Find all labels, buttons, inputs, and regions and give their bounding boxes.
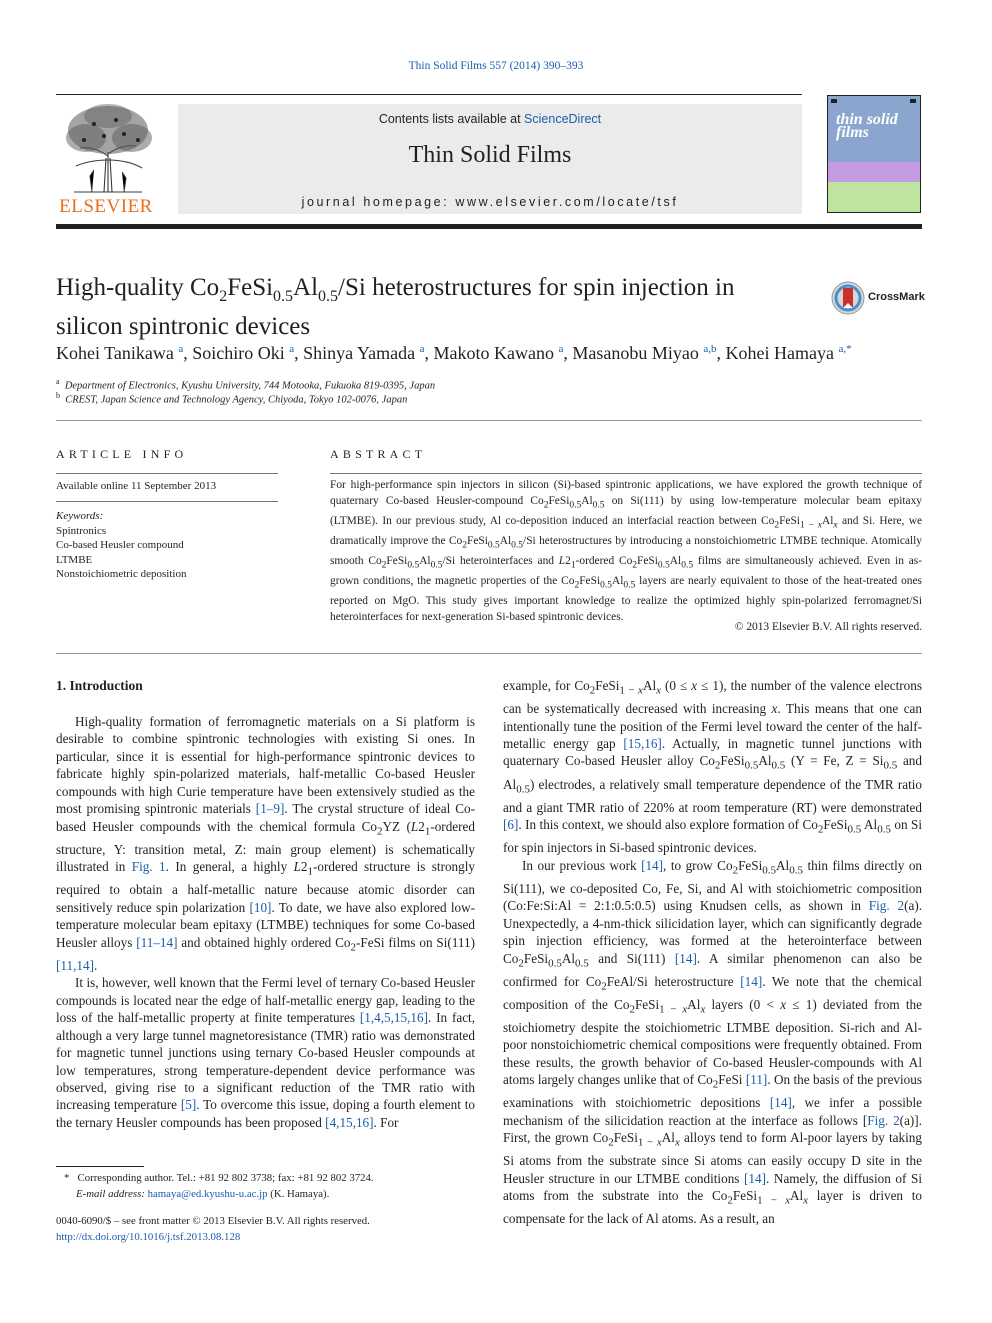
figure-link[interactable]: Fig. 1 xyxy=(131,859,166,875)
author: Makoto Kawano $^a$ xyxy=(433,343,564,363)
elsevier-wordmark: ELSEVIER xyxy=(59,196,153,217)
citation-link[interactable]: [11] xyxy=(745,1072,768,1088)
figure-link[interactable]: Fig. 2 xyxy=(867,1112,900,1128)
crossmark-badge[interactable] xyxy=(831,281,923,315)
citation-link[interactable]: [4,15,16] xyxy=(325,1114,374,1130)
cover-title: thin solid films xyxy=(836,111,898,141)
citation-link[interactable]: [14] xyxy=(769,1095,792,1111)
doi-link[interactable]: http://dx.doi.org/10.1016/j.tsf.2013.08.128 xyxy=(56,1230,241,1243)
article-info-rule xyxy=(56,473,278,474)
citation-link[interactable]: [11–14] xyxy=(136,934,178,950)
keyword: Spintronics xyxy=(56,524,107,537)
affiliation-b: $^b$ CREST, Japan Science and Technology Agency, Chiyoda, Tokyo 102-0076, Japan xyxy=(56,391,408,406)
abstract-text: For high-performance spin injectors in silicon (Si)-based spintronic applications, we have explored the growth technique of quaternary Co-based Heusler-compound $Co_2FeSi_{0.5}Al_{0.5}$ on Si(111) by using low-temperature molecular beam epitaxy (LTMBE). In our previous study, Al co-deposition induced an interfacial reaction between $Co_2FeSi_{1 - x}Al_x$ and Si. Here, we dramatically improve the $Co_2FeSi_{0.5}Al_{0.5}/Si$ heterostructures by introducing a nonstoichiometric LTMBE technique. Atomically smooth $Co_2FeSi_{0.5}Al_{0.5}/Si$ heterointerfaces and $L2_1$-ordered $Co_2FeSi_{0.5}Al_{0.5}$ films are simultaneously achieved. Even in as-grown conditions, the magnetic properties of the $Co_2FeSi_{0.5}Al_{0.5}$ layers are nearly equivalent to those of the heat-treated ones reported on MgO. This study gives important knowledge to realize the optimized highly spin-polarized ferromagnet/Si heterointerfaces for next-generation Si-based spintronic devices. xyxy=(330,479,923,623)
body-column-left: High-quality formation of ferromagnetic materials on a Si platform is desirable to combine spintronic technologies with existing Si ones. In particular, since it is essential for high-performance spintronic devices to fabricate highly spin-polarized materials, half-metallic Co-based Heusler compounds with high Curie temperature have been extensively studied as the most promising spintronic materials [1–9]. The crystal structure of ideal Co-based Heusler compounds with the chemical formula $Co_2YZ$ ($L2_1$-ordered structure, Y: transition metal, Z: main group element) is schematically illustrated in Fig. 1. In general, a highly $L2_1$-ordered structure is strongly required to obtain a half-metallic nature because atomic disorder can sensitively reduce spin polarization [10]. To date, we have also explored low-temperature molecular beam epitaxy (LTMBE) techniques for some Co-based Heusler alloys [11–14] and obtained highly ordered $Co_2$-FeSi films on Si(111) [11,14]. It is, however, well known that the Fermi level of ternary Co-based Heusler compounds is located near the edge of half-metallic energy gap, leading to the loss of the half-metallic property at finite temperatures [1,4,5,15,16]. In fact, although a very large tunnel magnetoresistance (TMR) ratio was demonstrated for magnetic tunnel junctions using ternary Co-based Heusler compounds at low temperatures, strong temperature-dependent device performance was observed, giving rise to a significant reduction of the TMR ratio with increasing temperature [5]. To overcome this issue, doping a fourth element to the ternary Heusler compounds has been proposed [4,15,16]. For xyxy=(56,714,476,1130)
author: Kohei Hamaya $^{a,*}$ xyxy=(725,343,852,363)
citation-link[interactable]: [10] xyxy=(249,899,272,915)
journal-title: Thin Solid Films xyxy=(408,142,572,168)
citation-link[interactable]: [14] xyxy=(641,857,664,873)
figure-link[interactable]: Fig. 2 xyxy=(868,898,905,914)
sciencedirect-link[interactable]: ScienceDirect xyxy=(524,112,602,126)
contents-prefix: Contents lists available at xyxy=(378,112,525,126)
header-rule xyxy=(56,94,802,95)
citation-link[interactable]: [15,16] xyxy=(623,736,662,751)
citation-link[interactable]: [1,4,5,15,16] xyxy=(359,1010,428,1026)
contents-line xyxy=(178,112,802,126)
citation-link[interactable]: [14] xyxy=(674,950,697,966)
citation-link[interactable]: [11,14] xyxy=(56,957,94,973)
body-column-right: example, for $Co_2FeSi_{1 - x}Al_x$ (0 ≤ x ≤ 1), the number of the valence electrons can be systematically decreased with increasing x. This means that one can intentionally tune the position of the Fermi level toward the center of the half-metallic energy gap [15,16]. Actually, in magnetic tunnel junctions with quaternary Co-based Heusler alloy $Co_2FeSi_{0.5}Al_{0.5}$ (Y = Fe, $Z = Si_{0.5}$ and $Al_{0.5}$) electrodes, a relatively small temperature dependence of the TMR ratio and a giant TMR ratio of 220% at room temperature (RT) were demonstrated [6]. In this context, we should also explore formation of $Co_2FeSi_{0.5}$ $Al_{0.5}$ on Si for spin injectors in Si-based spintronic devices. In our previous work [14], to grow $Co_2FeSi_{0.5}Al_{0.5}$ thin films directly on Si(111), we co-deposited Co, Fe, Si, and Al with stoichiometric composition (Co:Fe:Si:Al = 2:1:0.5:0.5) using Knudsen cells, as shown in Fig. 2(a). Unexpectedly, a 4-nm-thick silicidation layer, which can significantly degrade spin injection efficiency, was formed at the heterointerface between $Co_2FeSi_{0.5}Al_{0.5}$ and Si(111) [14]. A similar phenomenon can also be confirmed for $Co_2FeAl/Si$ heterostructure [14]. We note that the chemical composition of the $Co_2FeSi_{1 - x}Al_x$ layers (0 < x ≤ 1) deviated from the stoichiometry despite the stoichiometric LTMBE deposition. Si-rich and Al-poor nonstoichiometric chemical compositions were frequently obtained. From these results, the growth behavior of Co-based Heusler-compounds with Al atoms largely changes unlike that of $Co_2FeSi$ [11]. On the basis of the previous examinations with stoichiometric depositions [14], we infer a possible mechanism of the silicidation reaction at the interface as follows [Fig. 2(a)]. First, the grown $Co_2FeSi_{1 - x}Al_x$ alloys tend to form Al-poor layers by taking Si atoms from the substrate since Si atoms can easily occupy D site in the Heusler structure in our LTMBE conditions [14]. Namely, the diffusion of Si atoms from the substrate into the $Co_2FeSi_{1 - x}Al_x$ layer is driven to compensate for the lack of Al atoms. As a result, an xyxy=(503,678,923,1227)
citation-link[interactable]: [5] xyxy=(180,1097,197,1113)
crossmark-icon xyxy=(831,281,865,315)
crossmark-label: CrossMark xyxy=(868,291,925,303)
keywords-label: Keywords: xyxy=(56,510,104,522)
article-title: High-quality $Co_2FeSi_{0.5}Al_{0.5}/Si$ heterostructures for spin injection in silicon spintronic devices xyxy=(56,274,735,340)
issn-doi-block xyxy=(56,1214,476,1245)
abstract-rule-bottom xyxy=(56,653,922,654)
author: Soichiro Oki $^a$ xyxy=(192,343,295,363)
citation-link[interactable]: [6] xyxy=(503,817,519,833)
available-online-date: Available online 11 September 2013 xyxy=(56,480,217,492)
journal-citation[interactable]: Thin Solid Films 557 (2014) 390–393 xyxy=(408,60,584,72)
section-heading-introduction: 1. Introduction xyxy=(56,678,143,693)
citation-link[interactable]: [14] xyxy=(740,973,763,989)
author: Masanobu Miyao $^{a,b}$ xyxy=(572,343,717,363)
article-info-rule xyxy=(56,501,278,502)
email-link[interactable]: hamaya@ed.kyushu-u.ac.jp xyxy=(147,1187,268,1200)
citation-link[interactable]: [1–9] xyxy=(255,801,285,817)
keyword: Nonstoichiometric deposition xyxy=(56,568,187,580)
abstract-rule xyxy=(330,473,922,474)
abstract-heading: ABSTRACT xyxy=(330,447,427,461)
citation-link[interactable]: [14] xyxy=(744,1170,767,1186)
keywords xyxy=(56,509,286,582)
author: Shinya Yamada $^a$ xyxy=(303,343,425,363)
journal-cover-thumbnail xyxy=(827,95,921,213)
author: Kohei Tanikawa $^a$ xyxy=(56,343,184,363)
issn-line: 0040-6090/$ – see front matter © 2013 Elsevier B.V. All rights reserved. xyxy=(56,1215,370,1227)
affiliation-a: $^a$ Department of Electronics, Kyushu University, 744 Motooka, Fukuoka 819-0395, Japan xyxy=(56,377,436,392)
corresponding-author-footnote: * Corresponding author. Tel.: +81 92 802 3738; fax: +81 92 802 3724. E-mail address: hamaya@ed.kyushu-u.ac.jp (K. Hamaya). xyxy=(64,1172,374,1200)
footnote-rule xyxy=(56,1166,144,1167)
header-thick-rule xyxy=(56,224,922,229)
journal-banner xyxy=(178,104,802,214)
affiliation-rule xyxy=(56,420,922,421)
keyword: LTMBE xyxy=(56,553,93,566)
journal-homepage[interactable]: journal homepage: www.elsevier.com/locate/tsf xyxy=(301,195,679,209)
article-info-heading: ARTICLE INFO xyxy=(56,447,188,461)
keyword: Co-based Heusler compound xyxy=(56,539,184,551)
author-list: Kohei Tanikawa $^a$, Soichiro Oki $^a$, Shinya Yamada $^a$, Makoto Kawano $^a$, Masanobu Miyao $^{a,b}$, Kohei Hamaya $^{a,*}$ xyxy=(56,343,852,363)
abstract-copyright: © 2013 Elsevier B.V. All rights reserved. xyxy=(734,621,922,633)
